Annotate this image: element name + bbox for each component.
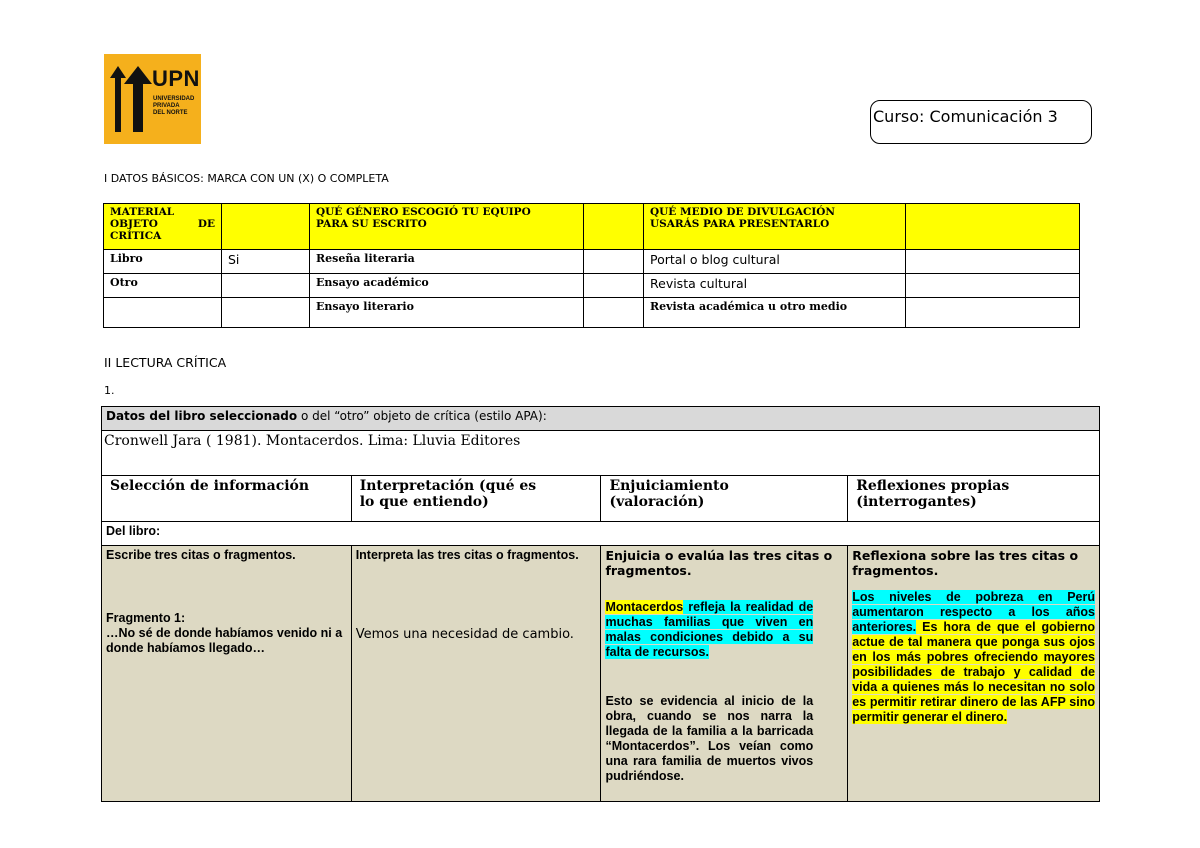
item-number: 1. bbox=[104, 384, 115, 397]
upn-line3: DEL NORTE bbox=[153, 110, 188, 116]
medio-cell: Portal o blog cultural bbox=[644, 250, 906, 274]
interpretacion-header: Interpretación (qué es lo que entiendo) bbox=[351, 476, 601, 522]
interpretacion-cell[interactable] bbox=[351, 546, 601, 802]
mark-cell[interactable] bbox=[222, 298, 310, 328]
datos-cell bbox=[102, 407, 1100, 431]
medio-mark-header-cell[interactable] bbox=[906, 204, 1080, 250]
genero-mark-cell[interactable] bbox=[584, 298, 644, 328]
upn-arrows-icon bbox=[110, 66, 152, 132]
material-header: MATERIAL OBJETO DE CRÍTICA bbox=[104, 204, 222, 250]
material-cell: Otro bbox=[104, 274, 222, 298]
medio-mark-cell[interactable] bbox=[906, 250, 1080, 274]
material-cell: Libro bbox=[104, 250, 222, 274]
fragment-text: …No sé de donde habíamos venido ni a donde habíamos llegado… bbox=[106, 626, 343, 655]
section2-title: II LECTURA CRÍTICA bbox=[104, 355, 227, 370]
genero-cell: Ensayo literario bbox=[310, 298, 584, 328]
reflexiones-header: Reflexiones propias (interrogantes) bbox=[848, 476, 1100, 522]
datos-rest: o del “otro” objeto de crítica (estilo APA): bbox=[297, 409, 547, 423]
reflexiones-cell[interactable] bbox=[848, 546, 1100, 802]
genero-cell: Ensayo académico bbox=[310, 274, 584, 298]
del-libro-cell: Del libro: bbox=[102, 522, 1100, 546]
upn-line2: PRIVADA bbox=[153, 103, 180, 109]
interpretation-text: Vemos una necesidad de cambio. bbox=[355, 627, 574, 642]
seleccion-cell[interactable] bbox=[102, 546, 352, 802]
judgement-paragraph-2: Esto se evidencia al inicio de la obra, cuando se nos narra la llegada de la familia a la barricada “Montacerdos”. Los veían como una rara familia de muertos vivos pudriéndose. bbox=[605, 694, 814, 783]
course-box: Curso: Comunicación 3 bbox=[870, 100, 1092, 144]
medio-cell: Revista académica u otro medio bbox=[644, 298, 906, 328]
fragment-label: Fragmento 1: bbox=[106, 611, 186, 625]
table-row bbox=[104, 250, 1080, 274]
medio-cell: Revista cultural bbox=[644, 274, 906, 298]
judgement-paragraph-1: Montacerdos refleja la realidad de muchas familias que viven en malas condiciones debido a su falta de recursos. bbox=[605, 600, 814, 659]
table-row bbox=[104, 298, 1080, 328]
datos-label: Datos del libro seleccionado bbox=[106, 409, 298, 423]
basic-data-table bbox=[103, 203, 1080, 328]
medio-header: QUÉ MEDIO DE DIVULGACIÓN USARÁS PARA PRESENTARLO bbox=[644, 204, 906, 250]
upn-brand-text: UPN bbox=[152, 66, 200, 91]
enjuiciamiento-header: Enjuiciamiento (valoración) bbox=[601, 476, 848, 522]
table-row bbox=[104, 274, 1080, 298]
critical-reading-table bbox=[101, 406, 1100, 802]
enjuiciamiento-cell[interactable] bbox=[601, 546, 848, 802]
content-row bbox=[102, 546, 1100, 802]
reference-cell[interactable]: Cronwell Jara ( 1981). Montacerdos. Lima: Lluvia Editores bbox=[102, 431, 1100, 476]
reflection-paragraph: Los niveles de pobreza en Perú aumentaron respecto a los años anteriores. Es hora de que el gobierno actue de tal manera que ponga sus ojos en los más pobres ofreciendo mayores posibilidades de trabajo y calidad de vida a quienes más lo necesitan no solo es permitir retirar dinero de las AFP sino permitir generar el dinero. bbox=[852, 590, 1095, 724]
del-libro-row bbox=[102, 522, 1100, 546]
genero-mark-cell[interactable] bbox=[584, 250, 644, 274]
mark-header-cell[interactable] bbox=[222, 204, 310, 250]
seleccion-instruction: Escribe tres citas o fragmentos. bbox=[106, 548, 296, 562]
column-header-row bbox=[102, 476, 1100, 522]
table1-header-row bbox=[104, 204, 1080, 250]
mark-cell[interactable]: Si bbox=[222, 250, 310, 274]
reflexiones-instruction: Reflexiona sobre las tres citas o fragmentos. bbox=[852, 548, 1079, 578]
seleccion-header: Selección de información bbox=[102, 476, 352, 522]
upn-subtitle bbox=[153, 96, 194, 117]
medio-mark-cell[interactable] bbox=[906, 298, 1080, 328]
enjuiciamiento-instruction: Enjuicia o evalúa las tres citas o fragmentos. bbox=[605, 548, 833, 578]
section1-title: I DATOS BÁSICOS: MARCA CON UN (X) O COMPLETA bbox=[104, 172, 389, 185]
upn-line1: UNIVERSIDAD bbox=[153, 96, 195, 102]
material-cell bbox=[104, 298, 222, 328]
genero-mark-cell[interactable] bbox=[584, 274, 644, 298]
reference-row bbox=[102, 431, 1100, 476]
interpretacion-instruction: Interpreta las tres citas o fragmentos. bbox=[355, 548, 579, 562]
genero-mark-header-cell[interactable] bbox=[584, 204, 644, 250]
genero-cell: Reseña literaria bbox=[310, 250, 584, 274]
mark-cell[interactable] bbox=[222, 274, 310, 298]
upn-logo bbox=[104, 54, 201, 144]
medio-mark-cell[interactable] bbox=[906, 274, 1080, 298]
datos-row bbox=[102, 407, 1100, 431]
genero-header: QUÉ GÉNERO ESCOGIÓ TU EQUIPO PARA SU ESCRITO bbox=[310, 204, 584, 250]
